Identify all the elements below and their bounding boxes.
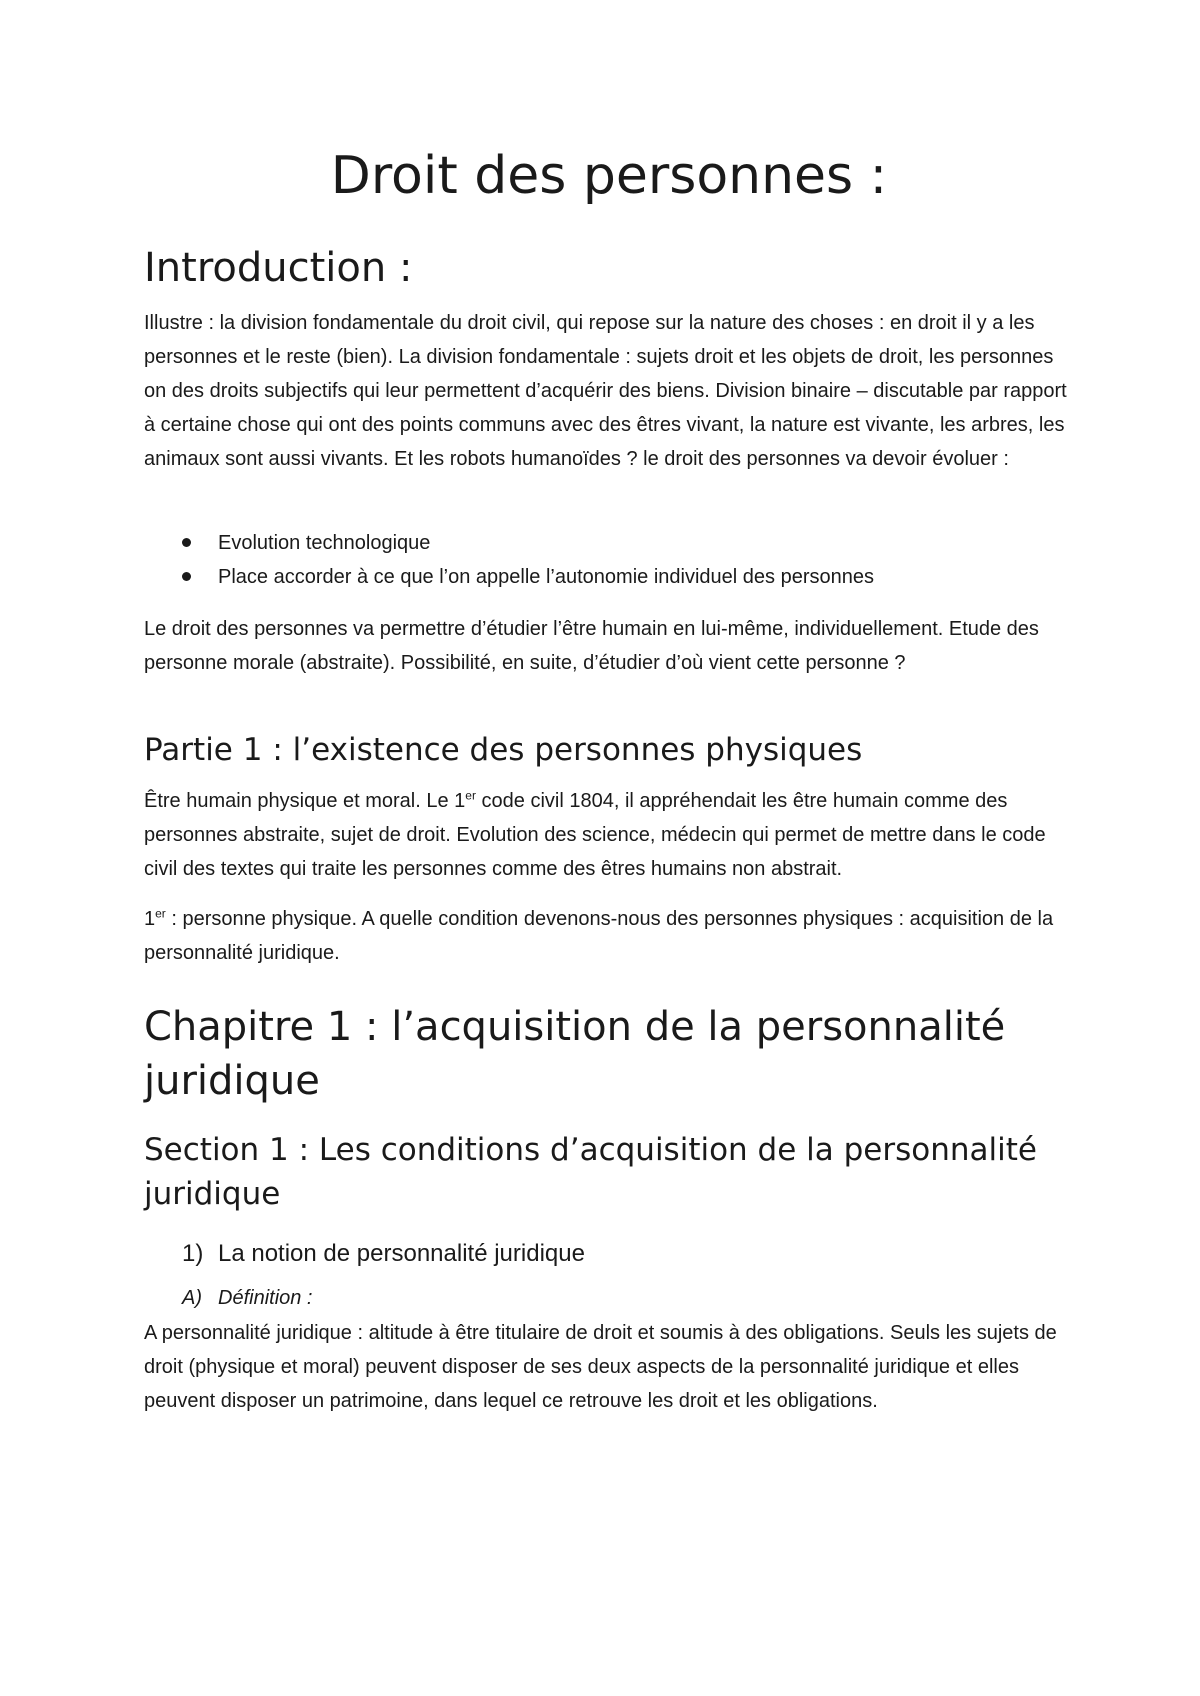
list-marker: 1) (182, 1240, 204, 1267)
superscript: er (155, 906, 166, 921)
bullet-icon (182, 538, 191, 547)
introduction-paragraph-2: Le droit des personnes va permettre d’étudier l’être humain en lui-même, individuellement. Etude des personne morale (abstraite). Possibilité, en suite, d’étudier d’où vient cette personne ? (144, 618, 1039, 674)
paragraph-text: Être humain physique et moral. Le 1 (144, 790, 466, 812)
partie-1-heading: Partie 1 : l’existence des personnes physiques (144, 732, 863, 768)
introduction-bullet-list (144, 526, 874, 594)
document-title: Droit des personnes : (330, 146, 888, 206)
list-item (144, 526, 874, 560)
paragraph-text: code civil 1804, il appréhendait les être humain comme des personnes abstraite, sujet de droit. Evolution des science, médecin qui permet de mettre dans le code civil des textes qui traite les personnes comme des êtres humains non abstrait. (144, 790, 1046, 880)
bullet-text: Evolution technologique (218, 532, 431, 554)
list-item (144, 560, 874, 594)
definition-paragraph: A personnalité juridique : altitude à être titulaire de droit et soumis à des obligations. Seuls les sujets de droit (physique et moral) peuvent disposer de ses deux aspects de la personnalité juridique et elles peuvent disposer un patrimoine, dans lequel ce retrouve les droit et les obligations. (144, 1322, 1057, 1412)
introduction-paragraph: Illustre : la division fondamentale du droit civil, qui repose sur la nature des choses : en droit il y a les personnes et le reste (bien). La division fondamentale : sujets droit et les objets de droit, les personnes on des droits subjectifs qui leur permettent d’acquérir des biens. Division binaire – discutable par rapport à certaine chose qui ont des points communs avec des êtres vivant, la nature est vivante, les arbres, les animaux sont aussi vivants. Et les robots humanoïdes ? le droit des personnes va devoir évoluer : (144, 312, 1067, 470)
numbered-heading-label: La notion de personnalité juridique (218, 1240, 585, 1267)
sub-heading (182, 1282, 313, 1314)
partie-1-paragraph-b (144, 902, 1074, 970)
bullet-text: Place accorder à ce que l’on appelle l’autonomie individuel des personnes (218, 566, 874, 588)
numbered-heading (182, 1236, 585, 1272)
sub-heading-label: Définition : (218, 1287, 313, 1309)
partie-1-paragraph-a (144, 784, 1074, 886)
chapitre-1-heading: Chapitre 1 : l’acquisition de la personnalité juridique (144, 1004, 1006, 1104)
introduction-heading: Introduction : (144, 245, 413, 291)
bullet-icon (182, 572, 191, 581)
section-1-heading: Section 1 : Les conditions d’acquisition de la personnalité juridique (144, 1132, 1037, 1212)
list-marker: A) (182, 1287, 202, 1309)
paragraph-text: 1 (144, 908, 156, 930)
paragraph-text: : personne physique. A quelle condition devenons-nous des personnes physiques : acquisition de la personnalité juridique. (144, 908, 1054, 964)
superscript: er (465, 788, 476, 803)
